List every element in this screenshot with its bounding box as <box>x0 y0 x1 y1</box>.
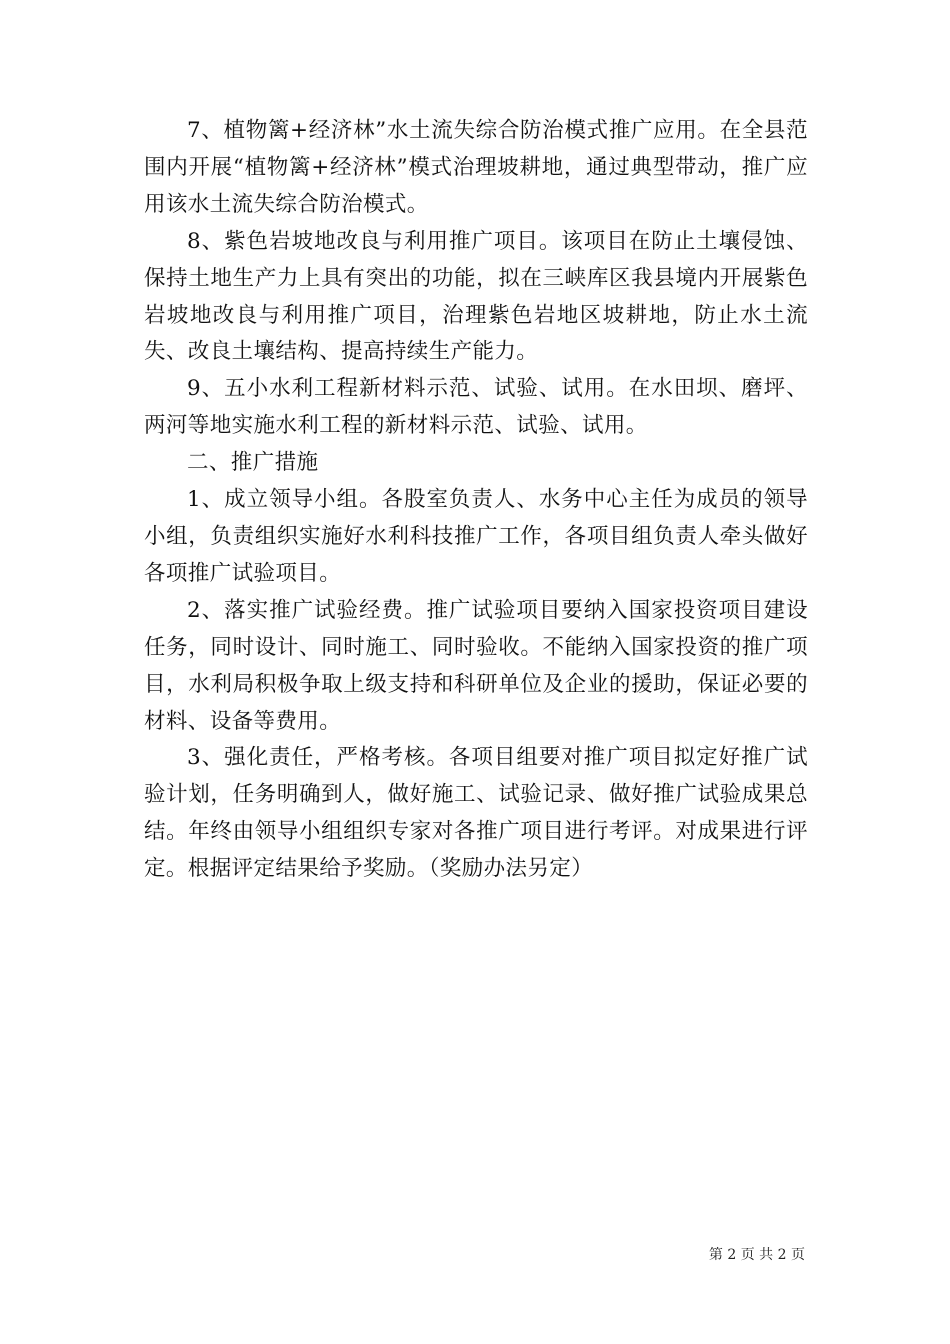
paragraph-item-9: 9、五小水利工程新材料示范、试验、试用。在水田坝、磨坪、两河等地实施水利工程的新材料示范、试验、试用。 <box>144 376 808 439</box>
section-heading-measures: 二、推广措施 <box>187 450 319 476</box>
paragraph-measure-1: 1、成立领导小组。各股室负责人、水务中心主任为成员的领导小组，负责组织实施好水利科技推广工作，各项目组负责人牵头做好各项推广试验项目。 <box>144 487 808 586</box>
page-number-footer: 第 2 页 共 2 页 <box>708 1247 805 1263</box>
paragraph-item-7: 7、植物篱+经济林”水土流失综合防治模式推广应用。在全县范围内开展“植物篱+经济林”模式治理坡耕地，通过典型带动，推广应用该水土流失综合防治模式。 <box>144 118 808 217</box>
paragraph-item-8: 8、紫色岩坡地改良与利用推广项目。该项目在防止土壤侵蚀、保持土地生产力上具有突出的功能，拟在三峡库区我县境内开展紫色岩坡地改良与利用推广项目，治理紫色岩地区坡耕地，防止水土流失、改良土壤结构、提高持续生产能力。 <box>144 228 808 365</box>
paragraph-measure-3: 3、强化责任，严格考核。各项目组要对推广项目拟定好推广试验计划，任务明确到人，做好施工、试验记录、做好推广试验成果总结。年终由领导小组组织专家对各推广项目进行考评。对成果进行评定。根据评定结果给予奖励。（奖励办法另定） <box>144 745 808 882</box>
document-body <box>144 113 808 888</box>
paragraph-measure-2: 2、落实推广试验经费。推广试验项目要纳入国家投资项目建设任务，同时设计、同时施工、同时验收。不能纳入国家投资的推广项目，水利局积极争取上级支持和科研单位及企业的援助，保证必要的材料、设备等费用。 <box>144 597 808 734</box>
